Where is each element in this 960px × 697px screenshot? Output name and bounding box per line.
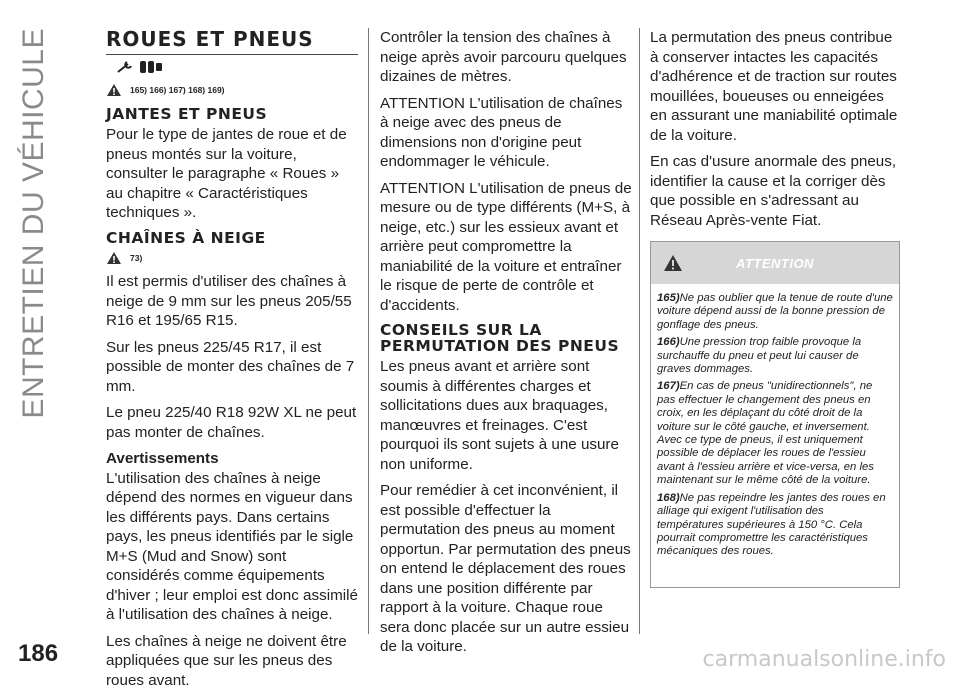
side-section-title (8, 28, 60, 419)
warning-refs-row (106, 81, 358, 101)
para-chaines-1: Il est permis d'utiliser des chaînes à neige de 9 mm sur les pneus 205/55 R16 et 195/65 R15. (106, 273, 352, 329)
section-title: ROUES ET PNEUS (106, 30, 358, 55)
chaines-refs-row (106, 249, 358, 269)
heading-chaines: CHAÎNES À NEIGE (106, 228, 266, 247)
para-col3-1: La permutation des pneus contribue à conserver intactes les capacités d'adhérence et de traction sur routes mouillées, boueuses ou enneigées en assurant une maniabilité optimale de la voiture. (650, 29, 898, 144)
column-2 (380, 28, 632, 664)
heading-conseils: CONSEILS SUR LA PERMUTATION DES PNEUS (380, 321, 620, 355)
para-col2-3: ATTENTION L'utilisation de pneus de mesure ou de type différents (M+S, à neige, etc.) sur les essieux avant et arrière peut compromettre la maniabilité de la voiture et entraîner le risque de perte de contrôle et d'accidents. (380, 179, 632, 314)
warning-header (651, 242, 899, 284)
warning-item: 168)Ne pas repeindre les jantes des roues en alliage qui exigent l'utilisation des températures supérieures à 150 °C. Cela pourrait compromettre les caractéristiques mécaniques des roues. (657, 491, 886, 558)
column-divider-1 (368, 28, 369, 634)
para-col2-1: Contrôler la tension des chaînes à neige après avoir parcouru quelques dizaines de mètres. (380, 29, 627, 85)
para-chaines-3: Le pneu 225/40 R18 92W XL ne peut pas monter de chaînes. (106, 404, 357, 441)
para-col2-4: Les pneus avant et arrière sont soumis à différentes charges et sollicitations dues aux braquages, manœuvres et freinages. C'est pourquoi ils sont sujets à une usure non uniforme. (380, 358, 619, 473)
warning-triangle-icon (663, 254, 683, 272)
side-section-title-text: ENTRETIEN DU VÉHICULE (17, 28, 50, 419)
para-col3-2: En cas d'usure anormale des pneus, identifier la cause et la corriger dès que possible en s'adressant au Réseau Après-vente Fiat. (650, 153, 897, 229)
caution-triangle-icon (106, 251, 122, 265)
warning-item: 165)Ne pas oublier que la tenue de route d'une voiture dépend aussi de la bonne pression de gonflage des pneus. (657, 292, 893, 331)
para-avert-2: Les chaînes à neige ne doivent être appliquées que sur les pneus des roues avant. (106, 632, 347, 689)
column-divider-2 (639, 28, 640, 634)
column-1 (106, 28, 358, 697)
symbol-icons (116, 59, 358, 75)
warning-triangle-icon (106, 83, 122, 97)
warning-item: 166)Une pression trop faible provoque la surchauffe du pneu et peut lui causer de graves dommages. (657, 336, 862, 376)
warning-box (650, 241, 900, 588)
column-3 (650, 28, 902, 237)
warning-title: ATTENTION (736, 255, 814, 271)
watermark: carmanualsonline.info (702, 647, 946, 672)
warning-refs: 165) 166) 167) 168) 169) (130, 84, 225, 95)
para-col2-5: Pour remédier à cet inconvénient, il est possible d'effectuer la permutation des pneus au moment opportun. Par permutation des pneus on entend le déplacement des roues dans une position différente par rapport à la voiture. Chaque roue sera donc placée sur un autre essieu de la voiture. (380, 482, 631, 655)
page-number: 186 (18, 640, 59, 667)
para-avert-1: L'utilisation des chaînes à neige dépend des normes en vigueur dans les différents pays. Dans certains pays, les pneus identifiés par le sigle M+S (Mud and Snow) sont considérés comme équipements d'hiver ; leur emploi est donc assimilé à l'utilisation des chaînes à neige. (106, 469, 358, 623)
warning-body (651, 284, 899, 569)
wrench-icon (116, 60, 136, 74)
para-chaines-2: Sur les pneus 225/45 R17, il est possible de monter des chaînes de 7 mm. (106, 338, 355, 395)
para-jantes: Pour le type de jantes de roue et de pneus montés sur la voiture, consulter le paragraphe « Roues » au chapitre « Caractéristiques techniques ». (106, 126, 347, 221)
avertissements-title: Avertissements (106, 450, 219, 467)
wheel-icon (138, 59, 164, 75)
chaines-ref: 73) (130, 252, 143, 263)
para-col2-2: ATTENTION L'utilisation de chaînes à neige avec des pneus de dimensions non d'origine peut endommager le véhicule. (380, 94, 623, 170)
warning-item: 167)En cas de pneus "unidirectionnels", ne pas effectuer le changement des pneus en croix, en les déplaçant du côté droit de la voiture sur le côté gauche, et inversement. Avec ce type de pneus, il est uniquement possible de déplacer les roues de l'essieu avant à l'essieu arrière et vice-versa, en les maintenant sur le même côté de la voiture. (657, 380, 874, 487)
heading-jantes: JANTES ET PNEUS (106, 105, 268, 123)
